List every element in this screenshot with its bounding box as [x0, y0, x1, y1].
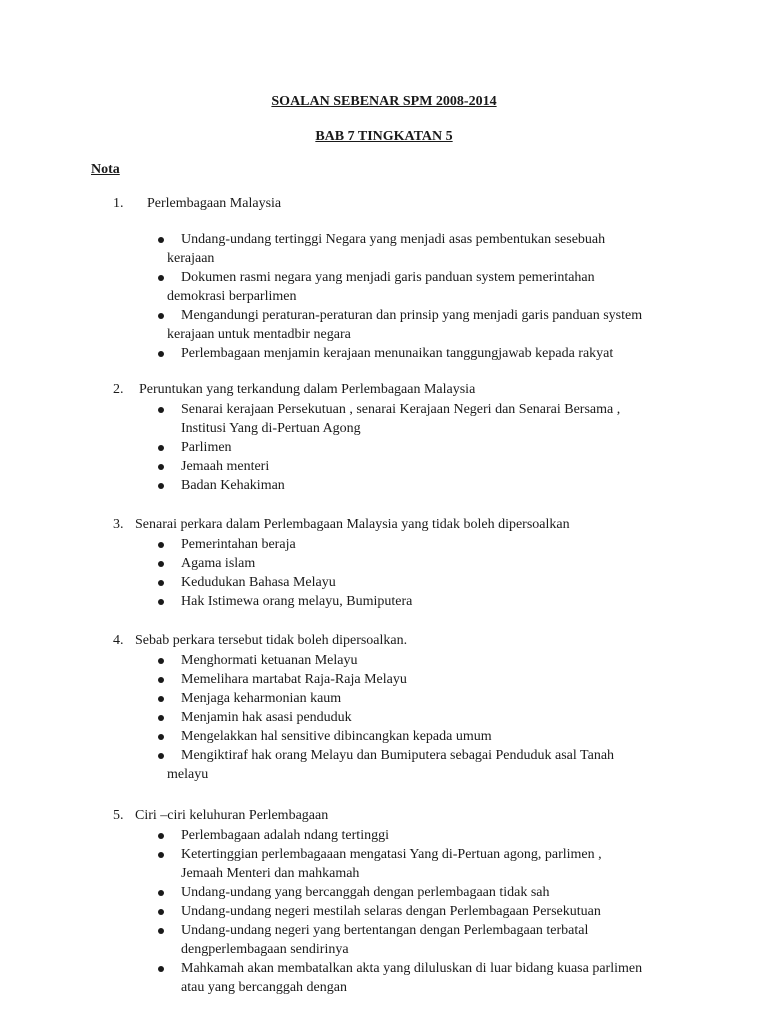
bullet-list	[0, 535, 768, 611]
bullet-icon	[158, 445, 164, 451]
list-item: Dokumen rasmi negara yang menjadi garis panduan system pemerintahan demokrasi berparlimen	[0, 268, 768, 306]
list-item: Kedudukan Bahasa Melayu	[0, 573, 768, 592]
list-item: Badan Kehakiman	[0, 476, 768, 495]
list-item: Perlembagaan adalah ndang tertinggi	[0, 826, 768, 845]
list-item: Hak Istimewa orang melayu, Bumiputera	[0, 592, 768, 611]
section-heading-text: Senarai perkara dalam Perlembagaan Malaysia yang tidak boleh dipersoalkan	[135, 517, 570, 532]
bullet-list	[0, 826, 768, 997]
document-subtitle: BAB 7 TINGKATAN 5	[315, 129, 453, 144]
section-4	[0, 631, 768, 784]
bullet-icon	[158, 890, 164, 896]
list-item: Undang-undang yang bercanggah dengan perlembagaan tidak sah	[0, 883, 768, 902]
bullet-icon	[158, 715, 164, 721]
bullet-icon	[158, 852, 164, 858]
nota-label: Nota	[91, 162, 120, 177]
list-item: Mengiktiraf hak orang Melayu dan Bumiputera sebagai Penduduk asal Tanah melayu	[0, 746, 768, 784]
list-item: Undang-undang negeri mestilah selaras dengan Perlembagaan Persekutuan	[0, 902, 768, 921]
bullet-icon	[158, 833, 164, 839]
bullet-icon	[158, 658, 164, 664]
list-item: Senarai kerajaan Persekutuan , senarai Kerajaan Negeri dan Senarai Bersama , Institusi Yang di-Pertuan Agong	[0, 400, 768, 438]
section-heading	[0, 380, 768, 400]
list-item: Menjamin hak asasi penduduk	[0, 708, 768, 727]
list-item: Agama islam	[0, 554, 768, 573]
list-item: Mahkamah akan membatalkan akta yang diluluskan di luar bidang kuasa parlimen atau yang bercanggah dengan	[0, 959, 768, 997]
bullet-icon	[158, 966, 164, 972]
bullet-icon	[158, 928, 164, 934]
list-item: Menghormati ketuanan Melayu	[0, 651, 768, 670]
bullet-icon	[158, 734, 164, 740]
list-item: Jemaah menteri	[0, 457, 768, 476]
section-heading-text: Ciri –ciri keluhuran Perlembagaan	[135, 808, 329, 823]
list-item: Undang-undang negeri yang bertentangan dengan Perlembagaan terbatal dengperlembagaan sendirinya	[0, 921, 768, 959]
section-5	[0, 806, 768, 997]
list-item: Parlimen	[0, 438, 768, 457]
list-item: Memelihara martabat Raja-Raja Melayu	[0, 670, 768, 689]
list-item: Mengelakkan hal sensitive dibincangkan kepada umum	[0, 727, 768, 746]
section-heading	[0, 806, 768, 826]
bullet-icon	[158, 599, 164, 605]
bullet-icon	[158, 407, 164, 413]
bullet-list	[0, 400, 768, 495]
section-number: 4.	[113, 633, 124, 648]
bullet-icon	[158, 351, 164, 357]
list-item: Undang-undang tertinggi Negara yang menjadi asas pembentukan sesebuah kerajaan	[0, 230, 768, 268]
bullet-icon	[158, 696, 164, 702]
section-heading	[0, 631, 768, 651]
section-3	[0, 515, 768, 611]
bullet-icon	[158, 753, 164, 759]
bullet-icon	[158, 313, 164, 319]
section-number: 2.	[113, 382, 124, 397]
bullet-icon	[158, 237, 164, 243]
list-item: Pemerintahan beraja	[0, 535, 768, 554]
bullet-icon	[158, 275, 164, 281]
list-item: Ketertinggian perlembagaaan mengatasi Yang di-Pertuan agong, parlimen , Jemaah Menteri dan mahkamah	[0, 845, 768, 883]
list-item: Mengandungi peraturan-peraturan dan prinsip yang menjadi garis panduan system kerajaan untuk mentadbir negara	[0, 306, 768, 344]
section-heading-text: Perlembagaan Malaysia	[147, 196, 282, 211]
section-heading-text: Peruntukan yang terkandung dalam Perlembagaan Malaysia	[139, 382, 476, 397]
section-heading-text: Sebab perkara tersebut tidak boleh dipersoalkan.	[135, 633, 408, 648]
bullet-icon	[158, 580, 164, 586]
bullet-icon	[158, 483, 164, 489]
bullet-icon	[158, 561, 164, 567]
section-heading	[0, 194, 768, 214]
section-number: 1.	[113, 196, 124, 211]
section-2	[0, 380, 768, 495]
section-1	[0, 194, 768, 363]
bullet-icon	[158, 464, 164, 470]
bullet-icon	[158, 909, 164, 915]
document-title: SOALAN SEBENAR SPM 2008-2014	[271, 94, 497, 109]
bullet-list	[0, 651, 768, 784]
bullet-list	[0, 230, 768, 363]
bullet-icon	[158, 542, 164, 548]
section-number: 5.	[113, 808, 124, 823]
bullet-icon	[158, 677, 164, 683]
list-item: Perlembagaan menjamin kerajaan menunaikan tanggungjawab kepada rakyat	[0, 344, 768, 363]
section-heading	[0, 515, 768, 535]
list-item: Menjaga keharmonian kaum	[0, 689, 768, 708]
section-number: 3.	[113, 517, 124, 532]
